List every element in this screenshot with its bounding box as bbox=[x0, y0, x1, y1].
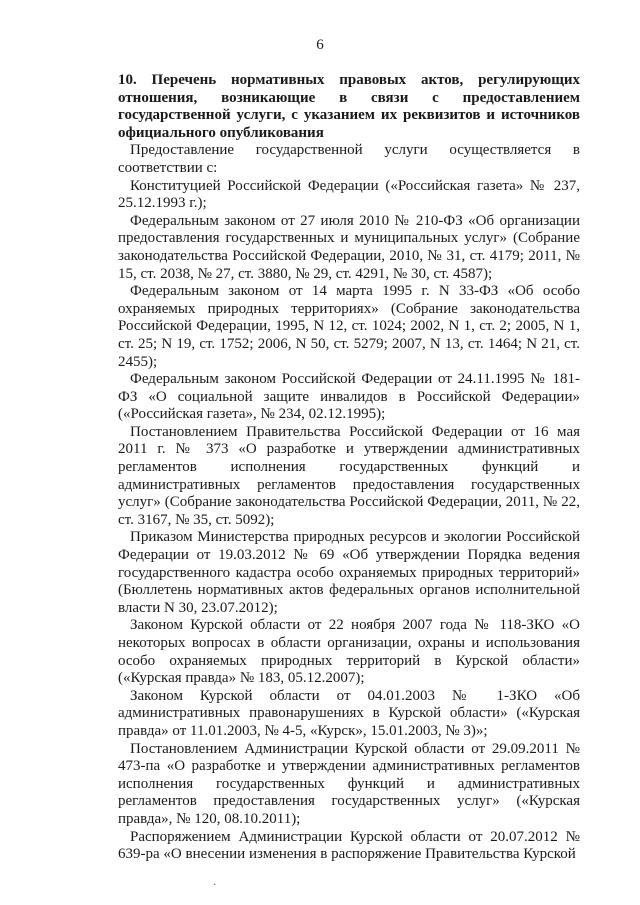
page-number: 6 bbox=[316, 37, 324, 53]
paragraph-kursk-order-639: Распоряжением Администрации Курской области от 20.07.2012 № 639-ра «О внесении изменения в распоряжение Правительства Курской bbox=[118, 828, 580, 863]
scan-speck: · bbox=[213, 880, 217, 891]
paragraph-kursk-law-118: Законом Курской области от 22 ноября 2007 года № 118-ЗКО «О некоторых вопросах в области организации, охраны и использования особо охраняемых природных территорий в Курской области» («Курская правда» № 183, 05.12.2007); bbox=[118, 617, 580, 687]
paragraph-kursk-resolution-473: Постановлением Администрации Курской области от 29.09.2011 № 473-па «О разработке и утверждении административных регламентов исполнения государственных функций и административных регламентов предоставления государственных услуг» («Курская правда», № 120, 08.10.2011); bbox=[118, 740, 580, 827]
paragraph-constitution: Конституцией Российской Федерации («Российская газета» № 237, 25.12.1993 г.); bbox=[118, 177, 580, 212]
section-heading: 10. Перечень нормативных правовых актов, регулирующих отношения, возникающие в связи с предоставлением государственной услуги, с указанием их реквизитов и источников официального опубликования bbox=[118, 72, 580, 141]
paragraph-resolution-373: Постановлением Правительства Российской Федерации от 16 мая 2011 г. № 373 «О разработке и утверждении административных регламентов исполнения государственных функций и административных регламентов предоставления государственных услуг» (Собрание законодательства Российской Федерации, 2011, № 22, ст. 3167, № 35, ст. 5092); bbox=[118, 423, 580, 528]
paragraph-order-69: Приказом Министерства природных ресурсов и экологии Российской Федерации от 19.03.2012 № 69 «Об утверждении Порядка ведения государственного кадастра особо охраняемых природных территорий» (Бюллетень нормативных актов федеральных органов исполнительной власти N 30, 23.07.2012); bbox=[118, 529, 580, 616]
paragraph-law-210fz: Федеральным законом от 27 июля 2010 № 210-ФЗ «Об организации предоставления государственных и муниципальных услуг» (Собрание законодательства Российской Федерации, 2010, № 31, ст. 4179; 2011, № 15, ст. 2038, № 27, ст. 3880, № 29, ст. 4291, № 30, ст. 4587); bbox=[118, 212, 580, 282]
paragraph-intro: Предоставление государственной услуги осуществляется в соответствии с: bbox=[118, 142, 580, 176]
paragraph-law-33fz: Федеральным законом от 14 марта 1995 г. N 33-ФЗ «Об особо охраняемых природных территориях» (Собрание законодательства Российской Федерации, 1995, N 12, ст. 1024; 2002, N 1, ст. 2; 2005, N 1, ст. 25; N 19, ст. 1752; 2006, N 50, ст. 5279; 2007, N 13, ст. 1464; N 21, ст. 2455); bbox=[118, 283, 580, 370]
paragraph-law-181fz: Федеральным законом Российской Федерации от 24.11.1995 № 181-ФЗ «О социальной защите инвалидов в Российской Федерации» («Российская газета», № 234, 02.12.1995); bbox=[118, 371, 580, 423]
document-body bbox=[118, 72, 580, 864]
paragraph-kursk-law-1: Законом Курской области от 04.01.2003 № 1-ЗКО «Об административных правонарушениях в Курской области» («Курская правда» от 11.01.2003, № 4-5, «Курск», 15.01.2003, № 3)»; bbox=[118, 687, 580, 739]
